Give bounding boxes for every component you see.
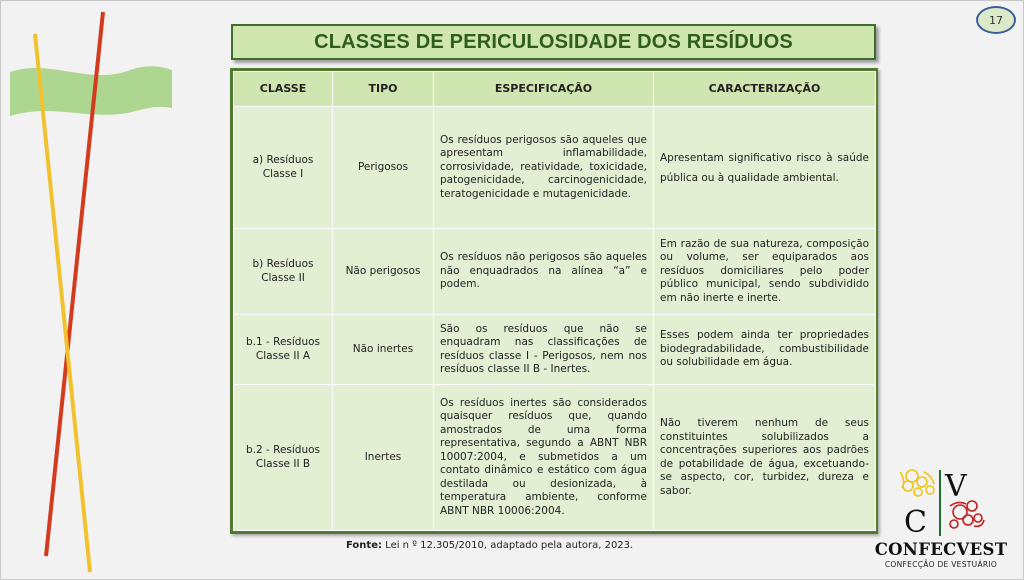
table-row	[234, 229, 876, 315]
cell-especificacao: Os resíduos perigosos são aqueles que apresentam inflamabilidade, corrosividade, reatividade, toxicidade, patogenicidade, carcinogenicidade, teratogenicidade e mutagenicidade.	[434, 107, 654, 229]
source-text: Lei n º 12.305/2010, adaptado pela autora, 2023.	[385, 540, 634, 551]
header-classe: CLASSE	[234, 72, 333, 107]
cell-caracterizacao: Apresentam significativo risco à saúde pública ou à qualidade ambiental.	[654, 107, 876, 229]
cell-especificacao: Os resíduos não perigosos são aqueles não enquadrados na alínea “a” e podem.	[434, 229, 654, 315]
yellow-diagonal-line	[35, 34, 90, 572]
header-especificacao: ESPECIFICAÇÃO	[434, 72, 654, 107]
header-caracterizacao: CARACTERIZAÇÃO	[654, 72, 876, 107]
table-row	[234, 315, 876, 385]
logo-subtitle: CONFECÇÃO DE VESTUÁRIO	[884, 560, 998, 569]
classes-table-frame	[230, 68, 878, 534]
logo-letter-v: V	[945, 469, 967, 504]
logo-name: CONFECVEST	[874, 540, 1008, 559]
table-row	[234, 107, 876, 229]
cell-tipo: Não inertes	[333, 315, 434, 385]
table-row	[234, 385, 876, 531]
confecvest-logo	[860, 462, 1020, 578]
cell-classe: a) Resíduos Classe I	[234, 107, 333, 229]
cell-especificacao: Os resíduos inertes são considerados quaisquer resíduos que, quando amostrados de uma forma representativa, segundo a ABNT NBR 10007:2004, e submetidos a um contato dinâmico e estático com água destilada ou desionizada, à temperatura ambiente, conforme ABNT NBR 10006:2004.	[434, 385, 654, 531]
decorative-flag-graphic	[0, 0, 200, 580]
cell-caracterizacao: Esses podem ainda ter propriedades biodegradabilidade, combustibilidade ou solubilidade em água.	[654, 315, 876, 385]
cell-classe: b.1 - Resíduos Classe II A	[234, 315, 333, 385]
logo-letter-c: C	[904, 505, 927, 540]
cell-caracterizacao: Em razão de sua natureza, composição ou volume, ser equiparados aos resíduos domiciliares pelo poder público municipal, sendo subdividido em não inerte e inerte.	[654, 229, 876, 315]
table-header-row	[234, 72, 876, 107]
title-bar	[231, 24, 876, 60]
red-flower-icon	[950, 501, 984, 528]
cell-tipo: Inertes	[333, 385, 434, 531]
logo-flowers-graphic	[860, 462, 1020, 542]
cell-especificacao: São os resíduos que não se enquadram nas classificações de resíduos classe I - Perigosos, nem nos resíduos classe II B - Inertes.	[434, 315, 654, 385]
page-number-badge	[976, 6, 1016, 34]
source-label: Fonte:	[346, 540, 382, 551]
header-tipo: TIPO	[333, 72, 434, 107]
page-title: CLASSES DE PERICULOSIDADE DOS RESÍDUOS	[314, 30, 793, 53]
cell-classe: b) Resíduos Classe II	[234, 229, 333, 315]
yellow-flower-icon	[900, 470, 934, 496]
cell-tipo: Perigosos	[333, 107, 434, 229]
cell-caracterizacao: Não tiverem nenhum de seus constituintes solubilizados a concentrações superiores aos padrões de potabilidade de água, excetuando-se aspecto, cor, turbidez, dureza e sabor.	[654, 385, 876, 531]
cell-tipo: Não perigosos	[333, 229, 434, 315]
source-caption	[346, 540, 633, 551]
cell-classe: b.2 - Resíduos Classe II B	[234, 385, 333, 531]
classes-table	[233, 71, 876, 531]
page-number-text: 17	[989, 13, 1003, 27]
